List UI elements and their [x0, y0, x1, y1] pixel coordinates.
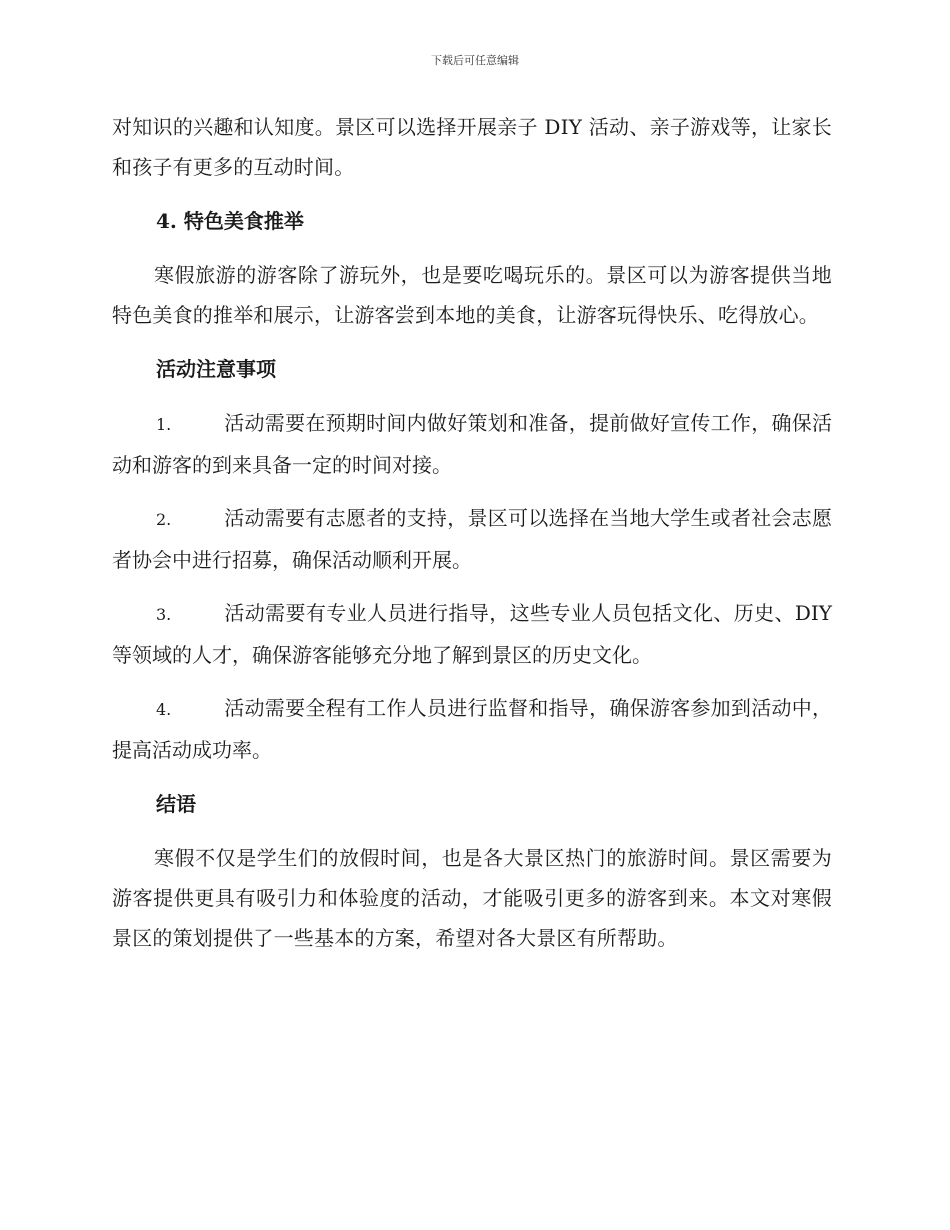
page-header: 下载后可任意编辑	[431, 54, 519, 67]
notes-item-text: 活动需要在预期时间内做好策划和准备，提前做好宣传工作，确保活动和游客的到来具备一定的时间对接。	[112, 411, 832, 477]
notes-item	[112, 593, 832, 675]
notes-item-number: 2.	[156, 510, 172, 529]
notes-item	[112, 498, 832, 580]
notes-item-text: 活动需要有专业人员进行指导，这些专业人员包括文化、历史、DIY 等领域的人才，确保游客能够充分地了解到景区的历史文化。	[112, 601, 832, 667]
intro-paragraph: 对知识的兴趣和认知度。景区可以选择开展亲子 DIY 活动、亲子游戏等，让家长和孩子有更多的互动时间。	[112, 115, 832, 179]
notes-item-number: 3.	[156, 605, 172, 624]
document-body	[112, 107, 832, 958]
notes-item	[112, 688, 832, 770]
notes-item-text: 活动需要有志愿者的支持，景区可以选择在当地大学生或者社会志愿者协会中进行招募，确保活动顺利开展。	[112, 506, 832, 572]
notes-item-number: 1.	[156, 415, 172, 434]
notes-item-text: 活动需要全程有工作人员进行监督和指导，确保游客参加到活动中，提高活动成功率。	[112, 696, 832, 762]
section-body-conclusion: 寒假不仅是学生们的放假时间，也是各大景区热门的旅游时间。景区需要为游客提供更具有吸引力和体验度的活动，才能吸引更多的游客到来。本文对寒假景区的策划提供了一些基本的方案，希望对各大景区有所帮助。	[112, 846, 832, 950]
section-heading-notes: 活动注意事项	[156, 357, 276, 381]
notes-item-number: 4.	[156, 700, 172, 719]
section-heading-food: 4. 特色美食推举	[156, 209, 304, 233]
section-body-food: 寒假旅游的游客除了游玩外，也是要吃喝玩乐的。景区可以为游客提供当地特色美食的推举和展示，让游客尝到本地的美食，让游客玩得快乐、吃得放心。	[112, 263, 832, 327]
section-heading-conclusion: 结语	[156, 792, 196, 816]
notes-item	[112, 403, 832, 485]
